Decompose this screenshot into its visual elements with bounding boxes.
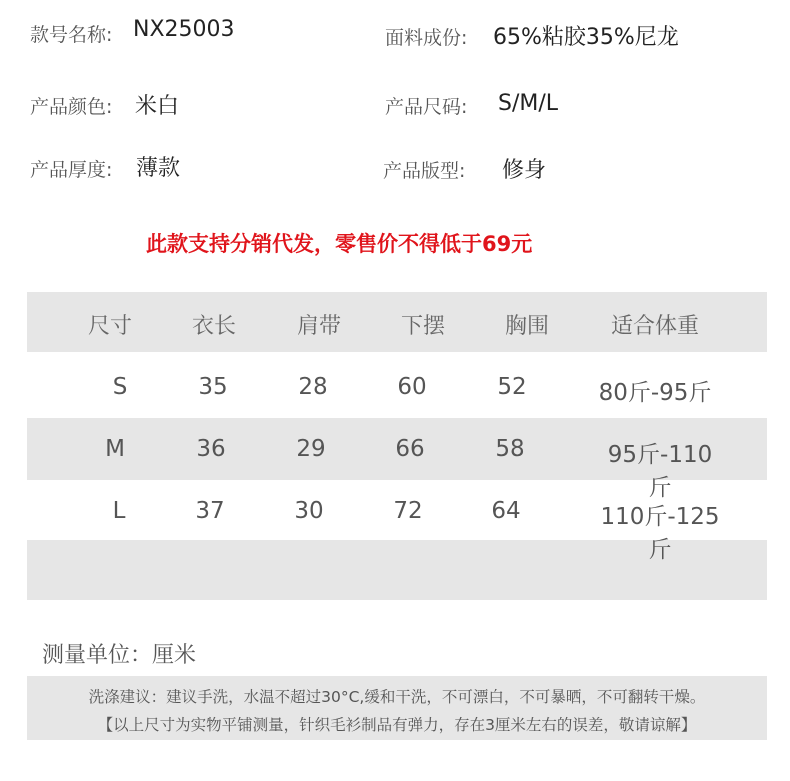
row-m-hem: 66 [395,436,425,462]
header-length: 衣长 [191,314,236,339]
fit-value: 修身 [502,158,547,183]
row-s-size: S [112,374,128,400]
row-l-hem: 72 [393,498,423,524]
header-bust: 胸围 [504,314,549,339]
row-s-length: 35 [198,374,228,400]
row-s-bust: 52 [497,374,527,400]
size-label: 产品尺码: [385,96,468,118]
row-m-strap: 29 [296,436,326,462]
row-l-length: 37 [195,498,225,524]
measurement-disclaimer: 【以上尺寸为实物平铺测量，针织毛衫制品有弹力，存在3厘米左右的误差，敬请谅解】 [97,716,697,734]
fabric-value: 65%粘胶35%尼龙 [493,25,679,50]
fit-label: 产品版型: [383,160,466,182]
fabric-label: 面料成份: [385,27,468,49]
size-value: S/M/L [498,91,559,116]
row-m-bust: 58 [495,436,525,462]
row-m-length: 36 [196,436,226,462]
measurement-unit: 测量单位：厘米 [42,643,197,668]
thickness-value: 薄款 [136,156,181,181]
row-m-weight: 95斤-110斤 [607,442,713,501]
row-s-weight: 80斤-95斤 [598,380,712,406]
header-hem: 下摆 [400,314,445,339]
distribution-notice: 此款支持分销代发，零售价不得低于69元 [146,232,533,256]
header-size: 尺寸 [87,314,132,339]
style-no-label: 款号名称: [30,24,113,46]
row-l-strap: 30 [294,498,324,524]
row-s-hem: 60 [397,374,427,400]
care-instructions-box [27,676,767,740]
style-no-value: NX25003 [133,17,235,42]
row-l-weight: 110斤-125斤 [600,504,720,563]
header-strap: 肩带 [296,314,341,339]
row-s-strap: 28 [298,374,328,400]
header-weight: 适合体重 [610,314,699,339]
row-m-size: M [105,436,125,462]
row-l-bust: 64 [491,498,521,524]
thickness-label: 产品厚度: [30,159,113,181]
care-instructions: 洗涤建议：建议手洗，水温不超过30°C,缓和干洗，不可漂白，不可暴晒，不可翻转干燥。 [88,688,706,706]
row-l-size: L [112,498,126,524]
color-value: 米白 [135,94,180,119]
color-label: 产品颜色: [30,96,113,118]
